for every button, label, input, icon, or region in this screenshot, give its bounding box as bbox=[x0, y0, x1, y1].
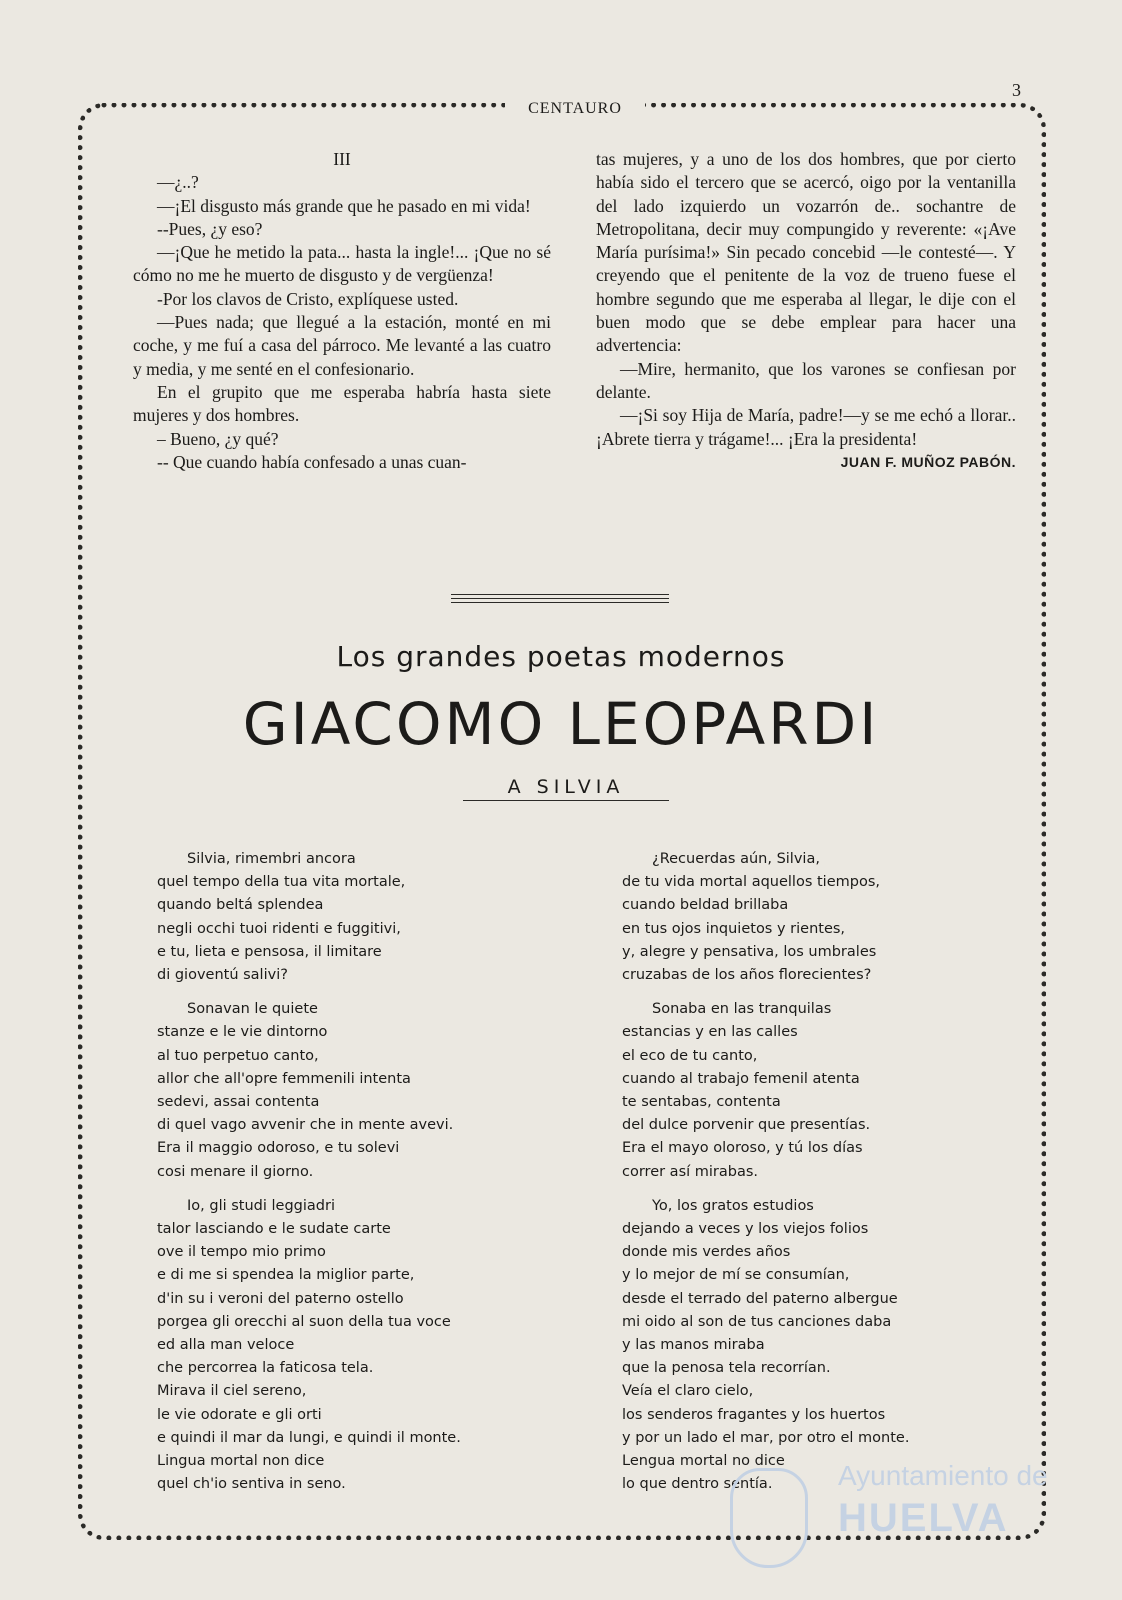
poem-line: Io, gli studi leggiadri bbox=[187, 1197, 335, 1214]
city-seal-icon bbox=[730, 1468, 808, 1568]
poem-line: quando beltá splendea bbox=[157, 897, 324, 914]
poem-stanza bbox=[157, 1195, 497, 1497]
author-signature: JUAN F. MUÑOZ PABÓN. bbox=[840, 453, 1016, 470]
poem-line: cosi menare il giorno. bbox=[157, 1163, 314, 1180]
poem-line: Yo, los gratos estudios bbox=[652, 1197, 814, 1214]
decorative-separator bbox=[451, 594, 669, 606]
poem-line: stanze e le vie dintorno bbox=[157, 1024, 328, 1041]
poem-line: d'in su i veroni del paterno ostello bbox=[157, 1290, 404, 1307]
article-left-column bbox=[133, 148, 551, 474]
poem-line: de tu vida mortal aquellos tiempos, bbox=[622, 874, 880, 891]
poem-line: ove il tempo mio primo bbox=[157, 1244, 326, 1261]
poem-line: Silvia, rimembri ancora bbox=[187, 851, 356, 867]
series-title: Los grandes poetas modernos bbox=[336, 640, 786, 673]
poem-line: Sonavan le quiete bbox=[187, 1001, 318, 1018]
section-number: III bbox=[333, 149, 351, 169]
watermark bbox=[720, 1460, 1048, 1580]
article-paragraph: En el grupito que me esperaba habría hasta siete mujeres y dos hombres. bbox=[133, 381, 551, 426]
left-paragraphs bbox=[133, 171, 551, 474]
poem-line: Lengua mortal no dice bbox=[622, 1453, 785, 1470]
poem-line: ¿Recuerdas aún, Silvia, bbox=[652, 851, 820, 867]
poem-line: Sonaba en las tranquilas bbox=[652, 1001, 832, 1018]
watermark-line2: HUELVA bbox=[838, 1496, 1009, 1540]
poem-line: del dulce porvenir que presentías. bbox=[622, 1117, 871, 1134]
poem-line: dejando a veces y los viejos folios bbox=[622, 1221, 869, 1238]
article-paragraph: —¿..? bbox=[157, 172, 199, 193]
poem-line: quel tempo della tua vita mortale, bbox=[157, 874, 406, 891]
poem-line: quel ch'io sentiva in seno. bbox=[157, 1476, 346, 1493]
poem-stanza bbox=[622, 1195, 962, 1497]
poem-line: cuando al trabajo femenil atenta bbox=[622, 1070, 860, 1087]
article-paragraph: – Bueno, ¿y qué? bbox=[157, 428, 279, 449]
poem-line: el eco de tu canto, bbox=[622, 1047, 758, 1064]
poem-line: Era el mayo oloroso, y tú los días bbox=[622, 1140, 863, 1157]
poem-line: donde mis verdes años bbox=[622, 1244, 791, 1261]
poem-line: mi oido al son de tus canciones daba bbox=[622, 1313, 892, 1330]
poem-line: che percorrea la faticosa tela. bbox=[157, 1360, 374, 1377]
article-paragraph: --Pues, ¿y eso? bbox=[157, 218, 263, 239]
article-paragraph: -- Que cuando había confesado a unas cuan- bbox=[157, 451, 467, 472]
poem-line: negli occhi tuoi ridenti e fuggitivi, bbox=[157, 920, 401, 937]
poet-name: GIACOMO LEOPARDI bbox=[242, 690, 880, 758]
poem-italian-column bbox=[157, 848, 497, 1507]
poem-line: correr así mirabas. bbox=[622, 1163, 759, 1180]
poem-line: los senderos fragantes y los huertos bbox=[622, 1406, 886, 1423]
poem-spanish-column bbox=[622, 848, 962, 1507]
poem-line: cuando beldad brillaba bbox=[622, 897, 789, 914]
article-paragraph: —Pues nada; que llegué a la estación, monté en mi coche, y me fuí a casa del párroco. Me levanté a las cuatro y media, y me senté en el confesionario. bbox=[133, 312, 551, 379]
poem-line: y las manos miraba bbox=[622, 1337, 765, 1354]
poem-line: di gioventú salivi? bbox=[157, 967, 288, 984]
poem-line: y por un lado el mar, por otro el monte. bbox=[622, 1429, 910, 1446]
page-number: 3 bbox=[1012, 80, 1021, 100]
poem-line: cruzabas de los años florecientes? bbox=[622, 967, 872, 984]
poem-stanza bbox=[157, 848, 497, 987]
article-paragraph: -Por los clavos de Cristo, explíquese usted. bbox=[157, 288, 459, 309]
poem-stanza bbox=[157, 998, 497, 1184]
article-paragraph: —Mire, hermanito, que los varones se confiesan por delante. bbox=[596, 358, 1016, 402]
poem-line: Veía el claro cielo, bbox=[622, 1383, 754, 1400]
article-paragraph: —¡Que he metido la pata... hasta la ingle!... ¡Que no sé cómo no me he muerto de disgusto y de vergüenza! bbox=[133, 242, 551, 286]
poem-line: que la penosa tela recorrían. bbox=[622, 1360, 831, 1377]
article-paragraph: —¡El disgusto más grande que he pasado en mi vida! bbox=[157, 195, 531, 216]
poem-line: te sentabas, contenta bbox=[622, 1094, 781, 1111]
poem-line: sedevi, assai contenta bbox=[157, 1094, 320, 1111]
poem-line: talor lasciando e le sudate carte bbox=[157, 1221, 391, 1238]
poem-title: A SILVIA bbox=[463, 776, 669, 801]
poem-line: Era il maggio odoroso, e tu solevi bbox=[157, 1140, 400, 1157]
poem-line: desde el terrado del paterno albergue bbox=[622, 1290, 898, 1307]
poem-line: e tu, lieta e pensosa, il limitare bbox=[157, 943, 382, 960]
poem-line: lo que dentro sentía. bbox=[622, 1476, 773, 1493]
poem-line: e di me si spendea la miglior parte, bbox=[157, 1267, 415, 1284]
article-paragraph: —¡Si soy Hija de María, padre!—y se me echó a llorar.. ¡Abrete tierra y trágame!... ¡Era la presidenta! bbox=[596, 405, 1016, 449]
watermark-line1: Ayuntamiento de bbox=[838, 1460, 1048, 1491]
poem-line: y, alegre y pensativa, los umbrales bbox=[622, 943, 877, 960]
magazine-title: CENTAURO bbox=[505, 100, 645, 118]
poem-line: al tuo perpetuo canto, bbox=[157, 1047, 319, 1064]
poem-line: di quel vago avvenir che in mente avevi. bbox=[157, 1117, 454, 1134]
right-paragraphs bbox=[596, 148, 1016, 451]
poem-line: e quindi il mar da lungi, e quindi il monte. bbox=[157, 1429, 461, 1446]
poem-line: porgea gli orecchi al suon della tua voce bbox=[157, 1313, 451, 1330]
poem-line: allor che all'opre femmenili intenta bbox=[157, 1070, 411, 1087]
poem-line: en tus ojos inquietos y rientes, bbox=[622, 920, 846, 937]
article-paragraph: tas mujeres, y a uno de los dos hombres, que por cierto había sido el tercero que se acercó, oigo por la ventanilla del lado izquierdo un vozarrón de.. sochantre de Metropolitana, decir muy compungido y reverente: «¡Ave María purísima!» Sin pecado concebid —le contesté—. Y creyendo que el penitente de la voz de trueno fuese el hombre segundo que me esperaba al llegar, le dije con el buen modo que se debe emplear para hacer una advertencia: bbox=[596, 149, 1016, 356]
poem-line: y lo mejor de mí se consumían, bbox=[622, 1267, 850, 1284]
poem-line: estancias y en las calles bbox=[622, 1024, 798, 1041]
article-right-column bbox=[596, 148, 1016, 474]
poem-stanza bbox=[622, 998, 962, 1184]
poem-line: le vie odorate e gli orti bbox=[157, 1406, 322, 1423]
poem-stanza bbox=[622, 848, 962, 987]
poem-line: Mirava il ciel sereno, bbox=[157, 1383, 307, 1400]
poem-line: Lingua mortal non dice bbox=[157, 1453, 325, 1470]
poem-line: ed alla man veloce bbox=[157, 1337, 295, 1354]
